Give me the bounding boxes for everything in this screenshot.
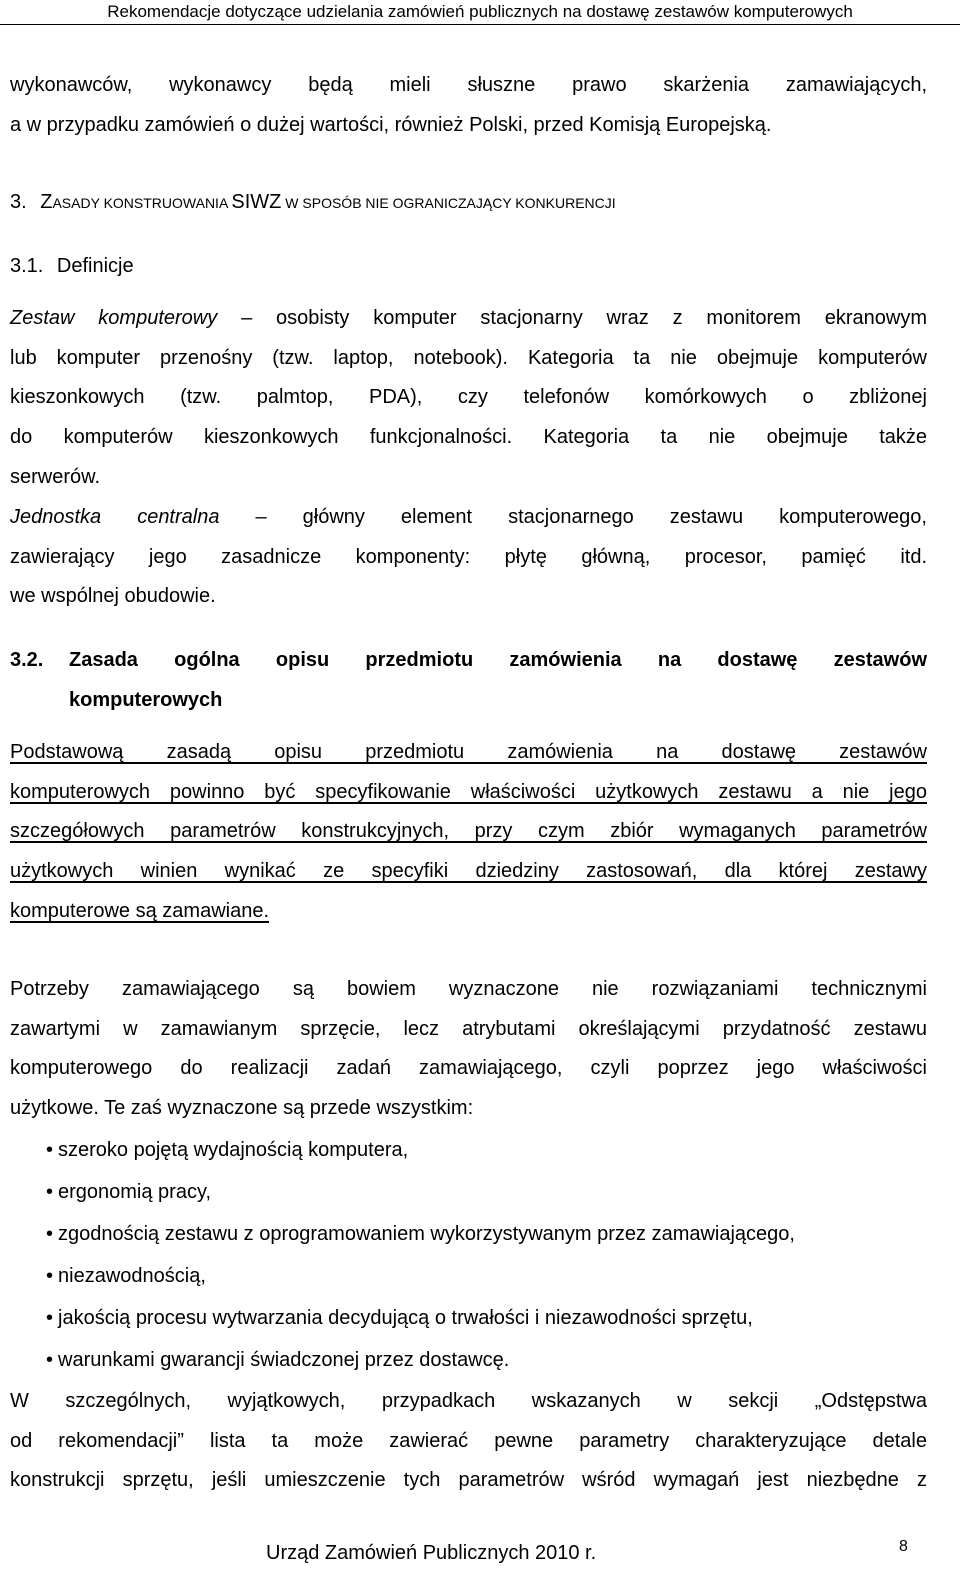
section-title [69,641,927,720]
section-title-line: Zasada ogólna opisu przedmiotu zamówienia na dostawę zestawów [69,649,927,671]
section-title-part: W SPOSÓB NIE OGRANICZAJĄCY KONKURENCJI [281,195,616,211]
section-title: Definicje [56,255,134,277]
section-title-part: Z [40,191,53,213]
bullet-icon: • [46,1181,54,1203]
bullet-icon: • [46,1139,54,1161]
principle-line: komputerowych powinno być specyfikowanie właściwości użytkowych zestawu a nie jego [10,780,927,803]
underlined-principle [10,733,927,932]
exceptions-paragraph [10,1382,927,1501]
page-number: 8 [899,1538,908,1555]
section-3-heading [10,183,927,224]
definition-text: – główny element stacjonarnego zestawu komputerowego, [219,506,927,528]
definition-term: Zestaw komputerowy [10,307,218,329]
definition-line: zawierający jego zasadnicze komponenty: płytę główną, procesor, pamięć itd. [10,545,927,568]
list-item-text: szeroko pojętą wydajnością komputera, [58,1139,409,1161]
paragraph-line: W szczególnych, wyjątkowych, przypadkach wskazanych w sekcji „Odstępstwa [10,1390,927,1412]
section-number: 3.2. [10,649,44,671]
intro-line: a w przypadku zamówień o dużej wartości, również Polski, przed Komisją Europejską. [10,113,772,136]
attribute-list [10,1129,927,1381]
paragraph-line: zawartymi w zamawianym sprzęcie, lecz atrybutami określającymi przydatność zestawu [10,1017,927,1040]
section-3-2-heading [10,641,927,720]
list-item-text: zgodnością zestawu z oprogramowaniem wykorzystywanym przez zamawiającego, [58,1223,795,1245]
intro-paragraph [10,66,927,145]
definition-line: lub komputer przenośny (tzw. laptop, notebook). Kategoria ta nie obejmuje komputerów [10,346,927,369]
bullet-icon: • [46,1307,54,1329]
paragraph-line: Potrzeby zamawiającego są bowiem wyznaczone nie rozwiązaniami technicznymi [10,978,927,1000]
paragraph-line: konstrukcji sprzętu, jeśli umieszczenie tych parametrów wśród wymagań jest niezbędne z [10,1469,927,1492]
list-item-text: ergonomią pracy, [58,1181,212,1203]
list-item [10,1213,927,1255]
section-3-1-heading [10,247,927,287]
paragraph-line: użytkowe. Te zaś wyznaczone są przede wszystkim: [10,1097,474,1120]
section-title-part: SIWZ [231,191,282,213]
definition-zestaw [10,299,927,498]
definition-text: – osobisty komputer stacjonarny wraz z monitorem ekranowym [217,307,927,329]
definition-line: do komputerów kieszonkowych funkcjonalności. Kategoria ta nie obejmuje także [10,426,927,449]
list-item [10,1171,927,1213]
principle-line: komputerowe są zamawiane. [10,899,270,922]
definition-line: we wspólnej obudowie. [10,585,216,608]
bullet-icon: • [46,1223,54,1245]
principle-line: Podstawową zasadą opisu przedmiotu zamówienia na dostawę zestawów [10,741,927,763]
list-item [10,1297,927,1339]
list-item [10,1129,927,1171]
footer-organization: Urząd Zamówień Publicznych 2010 r. [266,1542,597,1564]
definition-term: Jednostka centralna [10,506,220,528]
list-item [10,1255,927,1297]
list-item-text: niezawodnością, [58,1265,206,1287]
principle-line: szczegółowych parametrów konstrukcyjnych, przy czym zbiór wymaganych parametrów [10,820,927,843]
paragraph-line: komputerowego do realizacji zadań zamawiającego, czyli poprzez jego właściwości [10,1057,927,1080]
section-number: 3. [10,191,27,213]
definition-line: kieszonkowych (tzw. palmtop, PDA), czy telefonów komórkowych o zbliżonej [10,386,927,409]
bullet-icon: • [46,1349,54,1371]
list-item [10,1339,927,1381]
needs-paragraph [10,970,927,1129]
definition-line: serwerów. [10,465,101,488]
definition-line [10,498,927,538]
definition-jednostka [10,498,927,617]
list-item-text: warunkami gwarancji świadczonej przez dostawcę. [58,1349,510,1371]
section-title-line: komputerowych [69,688,223,711]
section-number: 3.1. [10,255,44,277]
page-footer [0,1538,960,1568]
paragraph-line: od rekomendacji” lista ta może zawierać pewne parametry charakteryzujące detale [10,1429,927,1452]
definition-line [10,299,927,339]
principle-line: użytkowych winien wynikać ze specyfiki dziedziny zastosowań, dla której zestawy [10,860,927,883]
section-title-part: ASADY KONSTRUOWANIA [52,195,232,211]
running-header: Rekomendacje dotyczące udzielania zamówień publicznych na dostawę zestawów komputerowych [0,0,960,25]
intro-line: wykonawców, wykonawcy będą mieli słuszne prawo skarżenia zamawiających, [10,74,927,96]
bullet-icon: • [46,1265,54,1287]
list-item-text: jakością procesu wytwarzania decydującą o trwałości i niezawodności sprzętu, [58,1307,753,1329]
